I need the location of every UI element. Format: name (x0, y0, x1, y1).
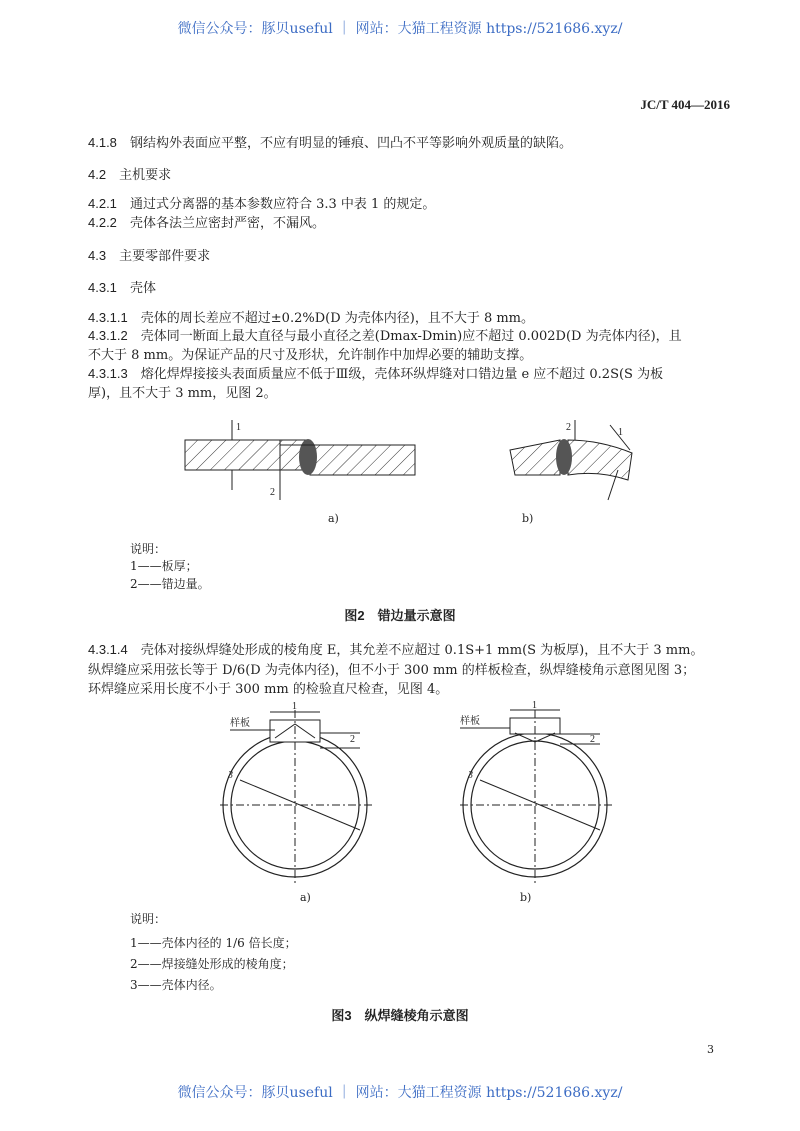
figure-3a (200, 700, 400, 890)
clause-text: 壳体的周长差应不超过±0.2%D(D 为壳体内径)，且不大于 8 mm。 (140, 311, 535, 326)
heading-text: 主要零部件要求 (119, 249, 211, 264)
clause-text: 壳体各法兰应密封严密，不漏风。 (129, 216, 325, 231)
clause-number: 4.1.8 (88, 135, 117, 150)
label-1: 1 (618, 427, 623, 438)
heading-text: 主机要求 (119, 168, 172, 183)
legend-item: 1——板厚； (130, 559, 198, 573)
heading-number: 4.3 (88, 248, 107, 263)
clause-text: 壳体对接纵焊缝处形成的棱角度 E，其允差不应超过 0.1S+1 mm(S 为板厚)，且不大于 3 mm。 (140, 643, 704, 658)
figure-caption: 图2 错边量示意图 (344, 608, 456, 623)
watermark-top: 微信公众号：豚贝useful ｜ 网站：大猫工程资源 https://521686.xyz/ (177, 21, 623, 37)
clause-text: 通过式分离器的基本参数应符合 3.3 中表 1 的规定。 (129, 197, 436, 212)
figure-3b (440, 700, 640, 890)
template-label: 样板 (460, 716, 480, 727)
clause-number: 4.2.2 (88, 215, 117, 230)
template-label: 样板 (230, 718, 250, 729)
legend-item: 3——壳体内径。 (130, 978, 222, 992)
legend-item: 2——错边量。 (130, 577, 210, 591)
label-2: 2 (590, 734, 595, 745)
heading-text: 壳体 (129, 281, 156, 296)
legend-item: 2——焊接缝处形成的棱角度； (130, 957, 294, 971)
label-2: 2 (350, 734, 355, 745)
legend-title: 说明： (130, 912, 167, 926)
legend-title: 说明： (130, 542, 167, 556)
label-1: 1 (292, 701, 297, 712)
clause-text-cont: 厚)，且不大于 3 mm，见图 2。 (88, 386, 277, 401)
page-number: 3 (707, 1043, 714, 1056)
clause-text-cont: 环焊缝应采用长度不小于 300 mm 的检验直尺检查，见图 4。 (88, 682, 449, 697)
watermark-bottom: 微信公众号：豚贝useful ｜ 网站：大猫工程资源 https://521686.xyz/ (177, 1085, 623, 1101)
clause-text: 钢结构外表面应平整，不应有明显的锤痕、凹凸不平等影响外观质量的缺陷。 (129, 136, 572, 151)
heading-number: 4.3.1 (88, 280, 117, 295)
clause-number: 4.3.1.3 (88, 366, 128, 381)
legend-item: 1——壳体内径的 1/6 倍长度； (130, 936, 297, 950)
subfig-a-label: a) (328, 512, 339, 525)
clause-number: 4.3.1.2 (88, 328, 128, 343)
label-2: 2 (270, 487, 275, 498)
clause-number: 4.3.1.1 (88, 310, 128, 325)
subfig-a-label: a) (300, 891, 311, 904)
figure-2a (180, 415, 420, 510)
label-2: 2 (566, 422, 571, 433)
subfig-b-label: b) (520, 891, 532, 904)
clause-number: 4.2.1 (88, 196, 117, 211)
clause-text: 熔化焊焊接接头表面质量应不低于Ⅲ级，壳体环纵焊缝对口错边量 e 应不超过 0.2S(S 为板 (140, 367, 664, 382)
label-1: 1 (532, 700, 537, 711)
standard-code: JC/T 404—2016 (640, 97, 730, 112)
clause-number: 4.3.1.4 (88, 642, 128, 657)
clause-text-cont: 纵焊缝应采用弦长等于 D/6(D 为壳体内径)，但不小于 300 mm 的样板检查，纵焊缝棱角示意图见图 3； (88, 663, 696, 678)
figure-2b (500, 415, 650, 510)
label-3: 3 (468, 770, 473, 781)
heading-number: 4.2 (88, 167, 107, 182)
label-3: 3 (228, 770, 233, 781)
label-1: 1 (236, 422, 241, 433)
figure-caption: 图3 纵焊缝棱角示意图 (331, 1008, 469, 1023)
clause-text: 壳体同一断面上最大直径与最小直径之差(Dmax-Dmin)应不超过 0.002D(D 为壳体内径)，且 (140, 329, 682, 344)
subfig-b-label: b) (522, 512, 534, 525)
clause-text-cont: 不大于 8 mm。为保证产品的尺寸及形状，允许制作中加焊必要的辅助支撑。 (88, 348, 533, 363)
